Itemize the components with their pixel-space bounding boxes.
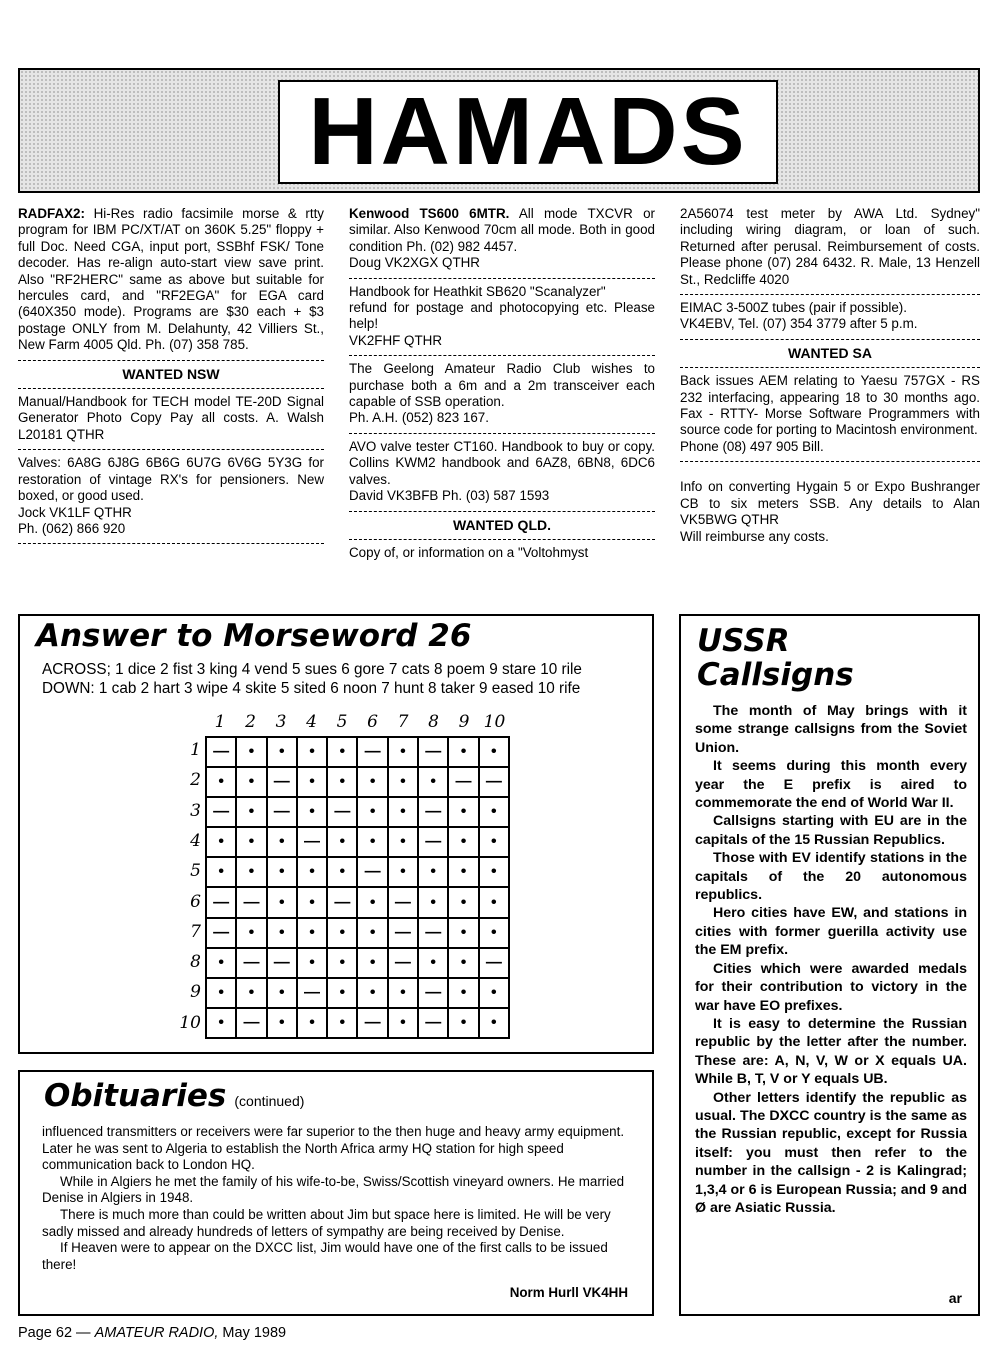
ad-voltohmyst: Copy of, or information on a "Voltohmyst bbox=[349, 544, 589, 560]
ad-text: Hi-Res radio facsimile morse & rtty program for IBM PC/XT/AT on 360K 5.25" floppy + full Doc. Need CGA, input port, SSBhf FSK/ Tone decoder. Has re-align auto-start view save print. Also "RF2HERC" same as above but suitable for hercules card, and "RF2EGA" for EGA card (640X350 mode). Programs are $30 each + $3 postage ONLY from M. Delahunty, 42 Villiers St., New Farm 4005 Qld. Ph. (07) 358 785. bbox=[18, 206, 324, 353]
grid-cell: • bbox=[236, 737, 266, 767]
grid-cell: • bbox=[236, 767, 266, 797]
row-number: 8 bbox=[190, 952, 201, 973]
ad-heathkit bbox=[349, 284, 655, 350]
grid-cell: — bbox=[236, 948, 266, 978]
grid-cell: — bbox=[388, 948, 418, 978]
hamads-banner bbox=[18, 68, 980, 193]
footer-date: May 1989 bbox=[222, 1325, 287, 1341]
grid-cell: • bbox=[206, 978, 236, 1008]
grid-cell: • bbox=[357, 918, 387, 948]
grid-cell: • bbox=[297, 797, 327, 827]
ad-text: The Geelong Amateur Radio Club wishes to purchase both a 6m and a 2m transceiver each capable of SSB operation. bbox=[349, 361, 655, 410]
ad-text: Back issues AEM relating to Yaesu 757GX - RS 232 interfacing, appearing 18 to 30 months ago. Fax - RTTY- Morse Software Programmers with source code for porting to Macintosh environment. bbox=[680, 373, 980, 438]
grid-cell: — bbox=[267, 948, 297, 978]
ad-geelong bbox=[349, 361, 655, 427]
row-number: 2 bbox=[190, 770, 201, 791]
paragraph: Those with EV identify stations in the capitals of the 20 autonomous republics. bbox=[695, 850, 967, 904]
divider bbox=[349, 539, 655, 540]
grid-cell: • bbox=[357, 978, 387, 1008]
grid-cell: • bbox=[327, 827, 357, 857]
grid-cell: • bbox=[267, 978, 297, 1008]
ads-column-1 bbox=[18, 206, 324, 549]
grid-cell: • bbox=[327, 978, 357, 1008]
paragraph: There is much more than could be written about Jim but space here is limited. He will be very sadly missed and already hundreds of letters of sympathy are being received by Denise. bbox=[42, 1206, 611, 1239]
grid-cell: • bbox=[418, 948, 448, 978]
grid-cell: • bbox=[236, 857, 266, 887]
paragraph: It is easy to determine the Russian republic by the letter after the number. These are: A, N, V, W or X equals UA. While B, T, V or Y equals UB. bbox=[695, 1015, 967, 1088]
grid-cell: • bbox=[418, 857, 448, 887]
grid-cell: — bbox=[206, 887, 236, 917]
divider bbox=[349, 511, 655, 512]
ad-contact: Ph. A.H. (052) 823 167. bbox=[349, 410, 489, 426]
column-number: 3 bbox=[275, 712, 287, 732]
paragraph: Callsigns starting with EU are in the capitals of the 15 Russian Republics. bbox=[695, 813, 967, 848]
divider bbox=[349, 433, 655, 434]
grid-cell: • bbox=[327, 767, 357, 797]
divider bbox=[18, 388, 324, 389]
grid-cell: — bbox=[206, 737, 236, 767]
obituaries-signature: Norm Hurll VK4HH bbox=[509, 1285, 628, 1300]
grid-cell: — bbox=[418, 978, 448, 1008]
grid-cell: — bbox=[206, 797, 236, 827]
ad-lead: RADFAX2: bbox=[18, 206, 85, 221]
ussr-body bbox=[695, 702, 967, 1217]
row-number: 5 bbox=[190, 861, 201, 882]
grid-cell: • bbox=[388, 857, 418, 887]
grid-cell: • bbox=[267, 887, 297, 917]
grid-cell: — bbox=[418, 827, 448, 857]
paragraph: If Heaven were to appear on the DXCC list, Jim would have one of the first calls to be issued there! bbox=[42, 1240, 608, 1272]
grid-row bbox=[206, 978, 509, 1008]
grid-cell: • bbox=[206, 827, 236, 857]
ad-manual: Manual/Handbook for TECH model TE-20D Signal Generator Photo Copy Pay all costs. A. Walsh L20181 QTHR bbox=[18, 394, 324, 442]
grid-cell: • bbox=[267, 827, 297, 857]
grid-cell: — bbox=[267, 767, 297, 797]
grid-cell: • bbox=[327, 857, 357, 887]
section-heading-wanted-sa: WANTED SA bbox=[788, 344, 872, 361]
grid-cell: • bbox=[297, 918, 327, 948]
morseword-grid bbox=[205, 736, 510, 1039]
divider bbox=[18, 360, 324, 361]
grid-cell: • bbox=[448, 857, 478, 887]
grid-cell: • bbox=[357, 827, 387, 857]
grid-cell: • bbox=[206, 857, 236, 887]
grid-cell: • bbox=[236, 827, 266, 857]
grid-cell: • bbox=[206, 767, 236, 797]
grid-cell: • bbox=[297, 767, 327, 797]
divider bbox=[18, 449, 324, 450]
grid-cell: • bbox=[206, 1008, 236, 1038]
ad-contact: David VK3BFB Ph. (03) 587 1593 bbox=[349, 488, 550, 504]
grid-cell: — bbox=[479, 767, 509, 797]
footer-page: Page 62 — bbox=[18, 1325, 91, 1341]
grid-cell: • bbox=[479, 857, 509, 887]
grid-cell: • bbox=[448, 797, 478, 827]
ad-aem bbox=[680, 373, 980, 455]
grid-cell: • bbox=[327, 948, 357, 978]
down-answers: DOWN: 1 cab 2 hart 3 wipe 4 skite 5 sited 6 noon 7 hunt 8 taker 9 eased 10 rife bbox=[42, 680, 581, 697]
grid-cell: • bbox=[418, 887, 448, 917]
grid-cell: • bbox=[388, 797, 418, 827]
page-title: HAMADS bbox=[278, 80, 778, 184]
grid-cell: • bbox=[357, 767, 387, 797]
divider bbox=[18, 543, 324, 544]
grid-cell: • bbox=[448, 887, 478, 917]
across-answers: ACROSS; 1 dice 2 fist 3 king 4 vend 5 sues 6 gore 7 cats 8 poem 9 stare 10 rile bbox=[42, 661, 582, 678]
grid-cell: — bbox=[418, 918, 448, 948]
grid-cell: • bbox=[388, 737, 418, 767]
obituaries-title bbox=[44, 1078, 304, 1114]
grid-cell: • bbox=[418, 767, 448, 797]
ad-valves bbox=[18, 455, 324, 537]
grid-cell: — bbox=[297, 827, 327, 857]
grid-cell: • bbox=[297, 857, 327, 887]
grid-cell: — bbox=[206, 918, 236, 948]
grid-cell: • bbox=[206, 948, 236, 978]
paragraph: Cities which were awarded medals for their contribution to victory in the war have EO prefixes. bbox=[695, 960, 967, 1014]
ad-eimac bbox=[680, 300, 980, 333]
paragraph: It seems during this month every year the E prefix is aired to commemorate the end of World War II. bbox=[695, 758, 967, 812]
ad-hygain bbox=[680, 479, 980, 545]
grid-cell: — bbox=[388, 887, 418, 917]
grid-row bbox=[206, 887, 509, 917]
ussr-title bbox=[697, 624, 854, 692]
ad-text: EIMAC 3-500Z tubes (pair if possible). bbox=[680, 300, 907, 316]
paragraph: The month of May brings with it some strange callsigns from the Soviet Union. bbox=[695, 703, 967, 756]
column-number: 1 bbox=[214, 712, 226, 732]
paragraph: Other letters identify the republic as usual. The DXCC country is the same as the Russian republic, except for Russia itself: you must then refer to the number in the callsign - 2 is Kalingrad; 1,3,4 or 6 is European Russia; and 9 and Ø are Asiatic Russia. bbox=[695, 1089, 968, 1216]
divider bbox=[680, 294, 980, 295]
grid-cell: • bbox=[267, 737, 297, 767]
grid-cell: — bbox=[357, 1008, 387, 1038]
grid-row bbox=[206, 737, 509, 767]
grid-cell: • bbox=[479, 797, 509, 827]
grid-cell: — bbox=[357, 857, 387, 887]
ad-contact: VK2FHF QTHR bbox=[349, 332, 442, 348]
grid-cell: — bbox=[297, 978, 327, 1008]
ad-kenwood bbox=[349, 206, 655, 272]
grid-row bbox=[206, 767, 509, 797]
column-number: 10 bbox=[483, 712, 506, 732]
grid-cell: • bbox=[327, 1008, 357, 1038]
grid-cell: • bbox=[236, 797, 266, 827]
grid-cell: • bbox=[479, 918, 509, 948]
column-number: 2 bbox=[245, 712, 256, 732]
grid-cell: — bbox=[357, 737, 387, 767]
grid-cell: • bbox=[236, 978, 266, 1008]
grid-cell: • bbox=[448, 827, 478, 857]
grid-cell: • bbox=[267, 857, 297, 887]
divider bbox=[680, 339, 980, 340]
morseword-clues bbox=[42, 660, 582, 698]
grid-cell: • bbox=[297, 887, 327, 917]
grid-cell: • bbox=[448, 918, 478, 948]
ad-text: Info on converting Hygain 5 or Expo Bushranger CB to six meters SSB. Any details to Alan VK5BWG QTHR bbox=[680, 479, 980, 528]
grid-cell: • bbox=[297, 948, 327, 978]
grid-row bbox=[206, 857, 509, 887]
section-heading-wanted-qld: WANTED QLD. bbox=[453, 516, 551, 533]
column-number: 4 bbox=[306, 712, 317, 732]
grid-cell: • bbox=[479, 887, 509, 917]
row-number: 10 bbox=[179, 1012, 201, 1033]
ad-avo bbox=[349, 439, 655, 505]
ad-lead: Handbook for Heathkit SB620 "Scanalyzer" bbox=[349, 283, 606, 299]
grid-cell: • bbox=[357, 797, 387, 827]
ad-contact: Jock VK1LF QTHR bbox=[18, 504, 132, 520]
column-number: 9 bbox=[458, 712, 470, 732]
grid-cell: — bbox=[267, 797, 297, 827]
grid-cell: — bbox=[418, 797, 448, 827]
grid-row bbox=[206, 827, 509, 857]
obituaries-body bbox=[42, 1124, 632, 1273]
column-number: 6 bbox=[367, 712, 378, 732]
grid-row bbox=[206, 797, 509, 827]
grid-cell: • bbox=[479, 1008, 509, 1038]
grid-cell: • bbox=[388, 1008, 418, 1038]
ad-contact: Ph. (062) 866 920 bbox=[18, 520, 126, 536]
section-heading-wanted-nsw: WANTED NSW bbox=[122, 365, 220, 382]
grid-cell: • bbox=[388, 827, 418, 857]
grid-cell: • bbox=[448, 978, 478, 1008]
grid-cell: — bbox=[418, 737, 448, 767]
ad-text: Valves: 6A8G 6J8G 6B6G 6U7G 6V6G 5Y3G for restoration of vintage RX's for pensioners. New boxed, or good used. bbox=[18, 455, 324, 504]
ad-radfax bbox=[18, 206, 324, 354]
grid-cell: — bbox=[236, 887, 266, 917]
row-number: 3 bbox=[190, 800, 201, 821]
ad-lead: Kenwood TS600 6MTR. bbox=[349, 206, 510, 221]
paragraph: While in Algiers he met the family of his wife-to-be, Swiss/Scottish vineyard owners. He married Denise in Algiers in 1948. bbox=[42, 1173, 625, 1206]
ads-column-2 bbox=[349, 206, 655, 565]
ad-contact: Doug VK2XGX QTHR bbox=[349, 255, 480, 271]
ussr-title-line1: USSR bbox=[697, 623, 790, 659]
divider bbox=[680, 461, 980, 462]
ussr-signoff: ar bbox=[948, 1290, 962, 1306]
grid-cell: • bbox=[297, 1008, 327, 1038]
ad-contact: VK4EBV, Tel. (07) 354 3779 after 5 p.m. bbox=[680, 316, 918, 332]
column-number: 8 bbox=[428, 712, 439, 732]
morseword-title: Answer to Morseword 26 bbox=[36, 618, 472, 654]
ads-column-3 bbox=[680, 206, 980, 549]
grid-cell: — bbox=[388, 918, 418, 948]
grid-cell: • bbox=[388, 978, 418, 1008]
morseword-answer-box bbox=[18, 614, 654, 1054]
grid-cell: • bbox=[297, 737, 327, 767]
divider bbox=[349, 278, 655, 279]
grid-cell: • bbox=[357, 887, 387, 917]
grid-cell: • bbox=[236, 918, 266, 948]
grid-cell: • bbox=[327, 918, 357, 948]
grid-cell: • bbox=[388, 767, 418, 797]
ad-contact: Will reimburse any costs. bbox=[680, 528, 829, 544]
grid-row bbox=[206, 948, 509, 978]
row-number: 6 bbox=[190, 891, 201, 912]
grid-cell: — bbox=[479, 948, 509, 978]
ad-text: refund for postage and photocopying etc. Please help! bbox=[349, 300, 655, 332]
grid-row bbox=[206, 1008, 509, 1038]
column-number: 5 bbox=[336, 712, 348, 732]
divider bbox=[680, 367, 980, 368]
footer-magazine: AMATEUR RADIO, bbox=[94, 1325, 219, 1341]
grid-cell: • bbox=[327, 737, 357, 767]
grid-cell: • bbox=[448, 1008, 478, 1038]
obituaries-title-text: Obituaries bbox=[44, 1078, 227, 1114]
ad-text: AVO valve tester CT160. Handbook to buy or copy. Collins KWM2 handbook and 6AZ8, 6BN8, 6DC6 valves. bbox=[349, 438, 655, 487]
grid-cell: — bbox=[327, 797, 357, 827]
row-number: 9 bbox=[190, 982, 201, 1003]
grid-cell: — bbox=[236, 1008, 266, 1038]
ad-test-meter: 2A56074 test meter by AWA Ltd. Sydney" including wiring diagram, or loan of such. Returned after perusal. Reimbursement of costs. Please phone (07) 284 6432. R. Male, 13 Henzell St., Redcliffe 4020 bbox=[680, 206, 980, 287]
grid-cell: • bbox=[267, 918, 297, 948]
paragraph: Hero cities have EW, and stations in cities with former guerilla activity use the EM prefix. bbox=[695, 905, 967, 959]
grid-cell: • bbox=[357, 948, 387, 978]
row-number: 4 bbox=[190, 830, 201, 851]
divider bbox=[349, 355, 655, 356]
grid-cell: • bbox=[479, 737, 509, 767]
paragraph: influenced transmitters or receivers were far superior to the then huge and heavy army equipment. Later he was sent to Algeria to establish the North Africa army HQ station for high speed communication back to London HQ. bbox=[42, 1124, 625, 1173]
grid-cell: — bbox=[327, 887, 357, 917]
ussr-title-line2: Callsigns bbox=[697, 657, 854, 693]
page-footer bbox=[18, 1325, 286, 1341]
row-number: 7 bbox=[190, 921, 201, 942]
grid-cell: • bbox=[479, 978, 509, 1008]
obituaries-subtitle: (continued) bbox=[234, 1093, 305, 1109]
grid-cell: • bbox=[267, 1008, 297, 1038]
ad-text: All mode TXCVR or similar. Also Kenwood 70cm all mode. Both in good condition Ph. (02) 982 4457. bbox=[349, 206, 655, 254]
ussr-callsigns-box bbox=[679, 614, 980, 1316]
obituaries-box bbox=[18, 1070, 654, 1316]
column-number: 7 bbox=[397, 712, 409, 732]
grid-cell: • bbox=[479, 827, 509, 857]
grid-cell: — bbox=[418, 1008, 448, 1038]
grid-cell: • bbox=[448, 948, 478, 978]
row-number: 1 bbox=[190, 740, 201, 760]
ad-contact: Phone (08) 497 905 Bill. bbox=[680, 438, 824, 454]
grid-cell: — bbox=[448, 767, 478, 797]
grid-cell: • bbox=[448, 737, 478, 767]
grid-row bbox=[206, 918, 509, 948]
